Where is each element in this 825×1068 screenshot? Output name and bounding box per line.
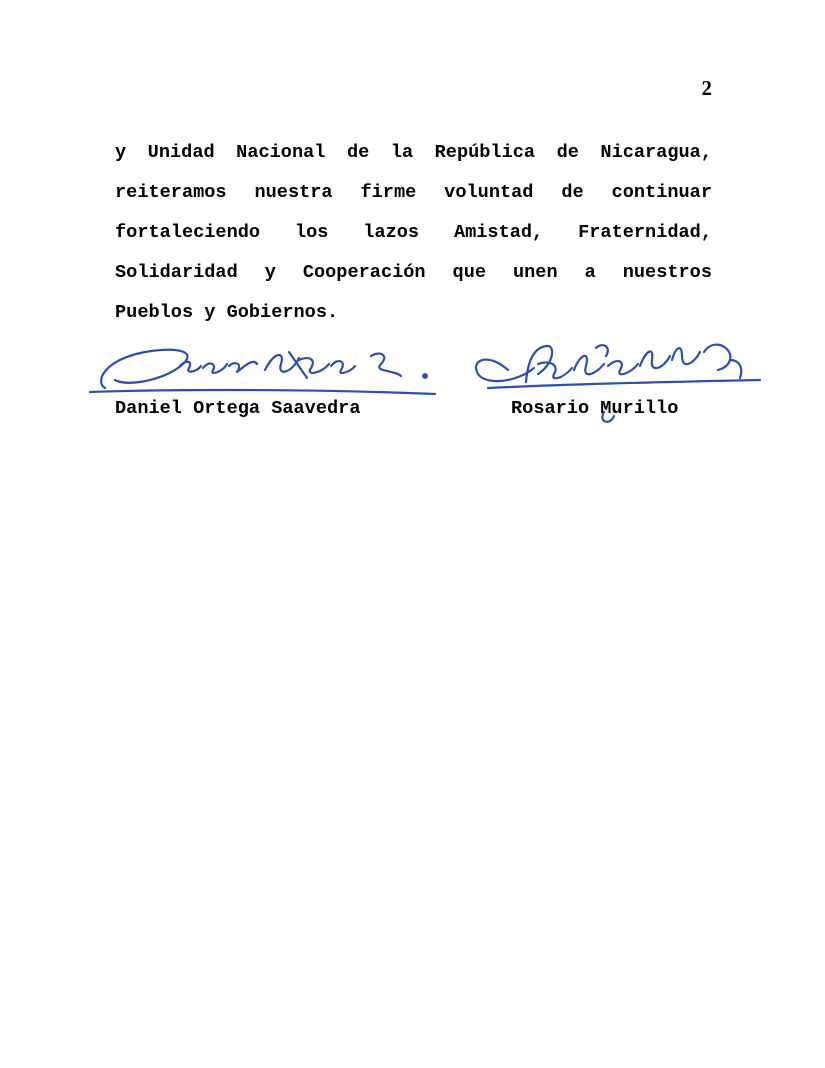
- body-line: Pueblos y Gobiernos.: [115, 302, 339, 323]
- page-number: 2: [701, 76, 712, 100]
- body-line: Solidaridad y Cooperación que unen a nuestros: [115, 262, 712, 283]
- body-line: y Unidad Nacional de la República de Nicaragua,: [115, 142, 712, 163]
- body-line: reiteramos nuestra firme voluntad de continuar: [115, 182, 712, 203]
- signer-name-left: Daniel Ortega Saavedra: [115, 398, 361, 419]
- signer-name-right: Rosario Murillo: [511, 398, 679, 419]
- body-line: fortaleciendo los lazos Amistad, Fraternidad,: [115, 222, 712, 243]
- letter-body: [115, 133, 712, 333]
